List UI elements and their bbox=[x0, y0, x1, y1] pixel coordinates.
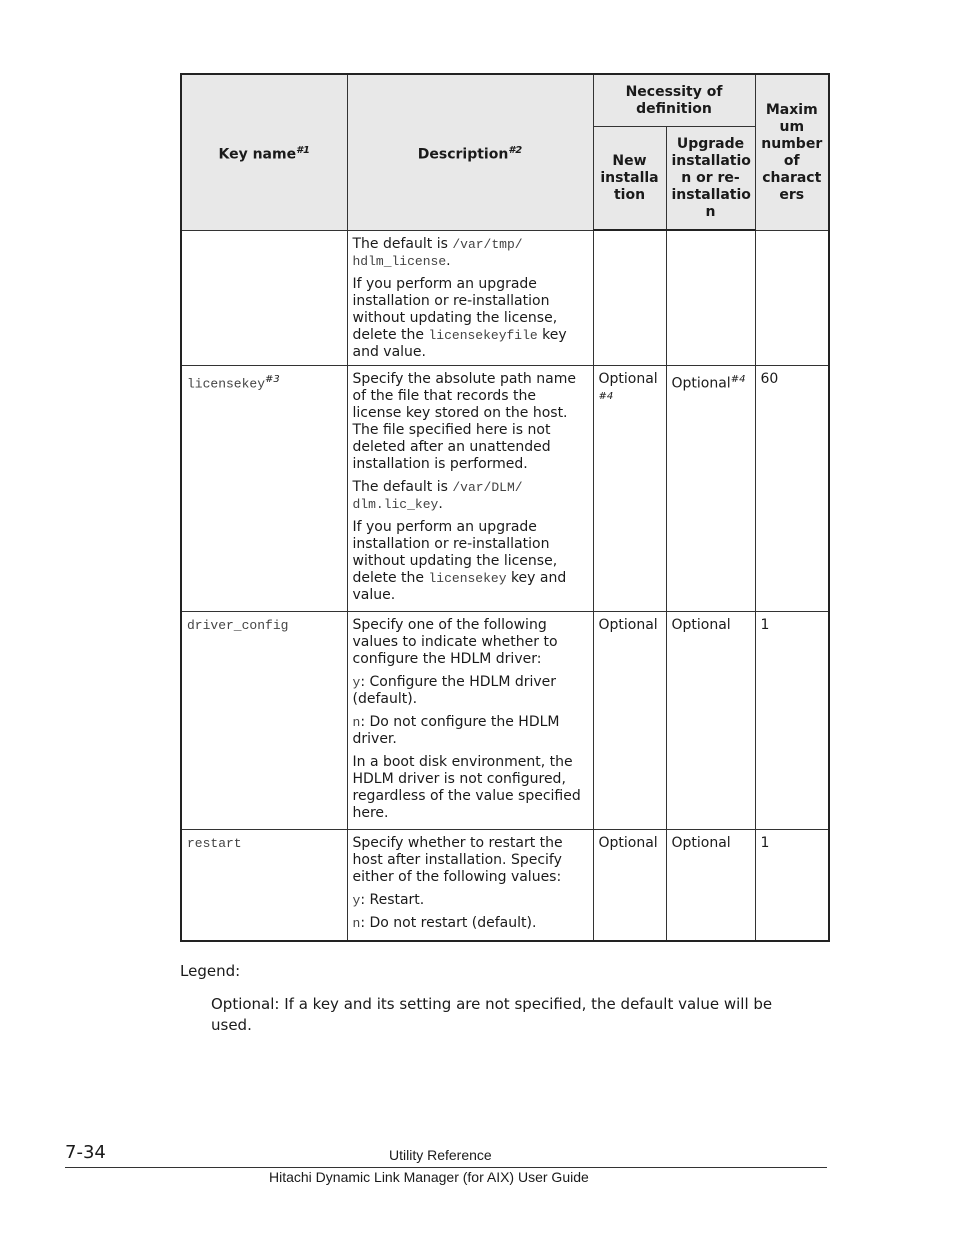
table-row bbox=[181, 829, 829, 941]
parameter-table bbox=[180, 73, 830, 942]
table-row bbox=[181, 365, 829, 611]
new-install-cell: Optional $^{\#4}$ bbox=[593, 365, 666, 611]
new-install-cell bbox=[593, 230, 666, 365]
key-cell: driver_config bbox=[181, 611, 347, 829]
upgrade-cell bbox=[666, 230, 755, 365]
footer-divider bbox=[65, 1167, 827, 1168]
header-max-chars: Maxim um number of charact ers bbox=[755, 74, 829, 230]
table-row bbox=[181, 611, 829, 829]
key-cell: licensekey$^{\#3}$ bbox=[181, 365, 347, 611]
description-cell: The default is /var/tmp/ hdlm_license. If you perform an upgrade installation or re-installation without updating the license, delete the licensekeyfile key and value. bbox=[347, 230, 593, 365]
header-key-name: Key name$^{\#1}$ bbox=[181, 74, 347, 230]
legend-text: Optional: If a key and its setting are not specified, the default value will be used. bbox=[211, 995, 773, 1034]
footer-guide-title: Hitachi Dynamic Link Manager (for AIX) User Guide bbox=[269, 1169, 589, 1185]
new-install-cell: Optional bbox=[593, 611, 666, 829]
description-cell: Specify whether to restart the host after installation. Specify either of the following values: y: Restart. n: Do not restart (default). bbox=[347, 829, 593, 941]
key-cell: restart bbox=[181, 829, 347, 941]
page-number: 7-34 bbox=[65, 1142, 106, 1163]
max-chars-cell: 60 bbox=[755, 365, 829, 611]
max-chars-cell bbox=[755, 230, 829, 365]
header-upgrade: Upgrade installatio n or re-installatio n bbox=[666, 126, 755, 230]
description-cell: Specify one of the following values to indicate whether to configure the HDLM driver: y: Configure the HDLM driver (default). n: Do not configure the HDLM driver. In a boot disk environment, the HDLM driver is not configured, regardless of the value specified here. bbox=[347, 611, 593, 829]
legend-title: Legend: bbox=[180, 962, 241, 980]
header-necessity: Necessity of definition bbox=[593, 74, 755, 126]
upgrade-cell: Optional bbox=[666, 829, 755, 941]
header-description: Description$^{\#2}$ bbox=[347, 74, 593, 230]
new-install-cell: Optional bbox=[593, 829, 666, 941]
key-cell bbox=[181, 230, 347, 365]
upgrade-cell: Optional bbox=[666, 611, 755, 829]
description-cell: Specify the absolute path name of the file that records the license key stored on the host. The file specified here is not deleted after an unattended installation is performed. The default is /var/DLM/ dlm.lic_key. If you perform an upgrade installation or re-installation without updating the license, delete the licensekey key and value. bbox=[347, 365, 593, 611]
footer-section-title: Utility Reference bbox=[389, 1147, 492, 1163]
upgrade-cell: Optional$^{\#4}$ bbox=[666, 365, 755, 611]
header-new-install: New installa tion bbox=[593, 126, 666, 230]
table-row bbox=[181, 230, 829, 365]
max-chars-cell: 1 bbox=[755, 829, 829, 941]
max-chars-cell: 1 bbox=[755, 611, 829, 829]
